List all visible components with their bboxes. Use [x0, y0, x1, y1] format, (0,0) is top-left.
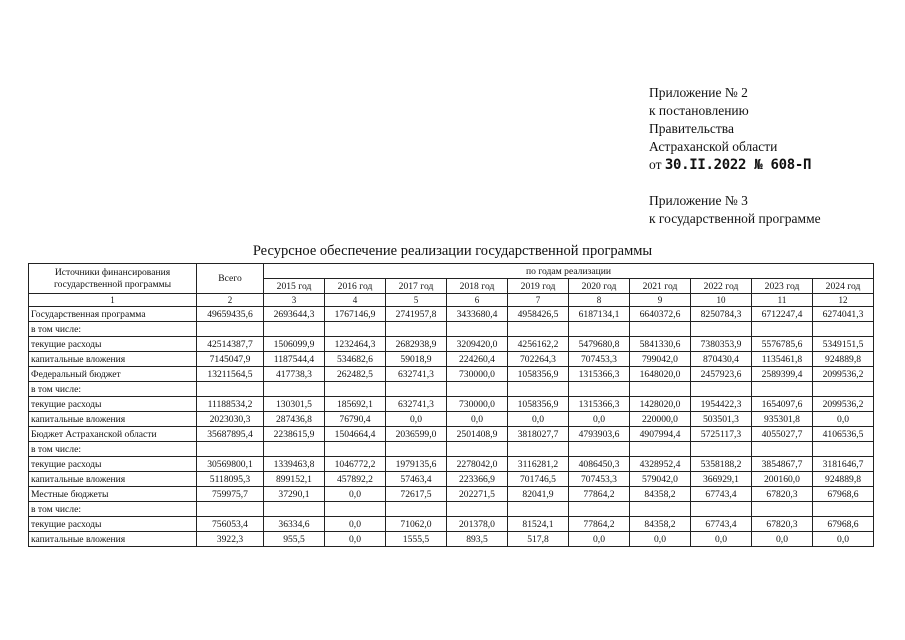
empty-cell: [264, 382, 325, 397]
empty-cell: [752, 382, 813, 397]
header-year: 2019 год: [508, 279, 569, 294]
table-row: [29, 322, 874, 337]
value-cell: 1504664,4: [325, 427, 386, 442]
value-cell: 457892,2: [325, 472, 386, 487]
row-label: текущие расходы: [29, 397, 197, 412]
value-cell: 5725117,3: [691, 427, 752, 442]
value-cell: 77864,2: [569, 517, 630, 532]
value-cell: 0,0: [569, 532, 630, 547]
row-label: Государственная программа: [29, 307, 197, 322]
value-cell: 36334,6: [264, 517, 325, 532]
value-cell: 870430,4: [691, 352, 752, 367]
value-cell: 49659435,6: [197, 307, 264, 322]
value-cell: 3854867,7: [752, 457, 813, 472]
value-cell: 1428020,0: [630, 397, 691, 412]
value-cell: 756053,4: [197, 517, 264, 532]
value-cell: 223366,9: [447, 472, 508, 487]
empty-cell: [197, 322, 264, 337]
column-number: 4: [325, 294, 386, 307]
header-year: 2015 год: [264, 279, 325, 294]
row-label: в том числе:: [29, 442, 197, 457]
empty-cell: [630, 502, 691, 517]
table-body: [29, 307, 874, 547]
column-number: 6: [447, 294, 508, 307]
value-cell: 1979135,6: [386, 457, 447, 472]
header-year: 2017 год: [386, 279, 447, 294]
value-cell: 534682,6: [325, 352, 386, 367]
value-cell: 2693644,3: [264, 307, 325, 322]
empty-cell: [386, 322, 447, 337]
value-cell: 6274041,3: [813, 307, 874, 322]
header-year: 2024 год: [813, 279, 874, 294]
value-cell: 224260,4: [447, 352, 508, 367]
empty-cell: [691, 442, 752, 457]
empty-cell: [447, 502, 508, 517]
row-label: Местные бюджеты: [29, 487, 197, 502]
table-head: [29, 264, 874, 307]
table-row: [29, 382, 874, 397]
value-cell: 1654097,6: [752, 397, 813, 412]
value-cell: 1232464,3: [325, 337, 386, 352]
value-cell: 201378,0: [447, 517, 508, 532]
empty-cell: [813, 382, 874, 397]
value-cell: 759975,7: [197, 487, 264, 502]
value-cell: 76790,4: [325, 412, 386, 427]
value-cell: 955,5: [264, 532, 325, 547]
column-number: 10: [691, 294, 752, 307]
value-cell: 13211564,5: [197, 367, 264, 382]
empty-cell: [386, 502, 447, 517]
appendix-line: Приложение № 2: [649, 85, 748, 100]
value-cell: 899152,1: [264, 472, 325, 487]
table-row: [29, 397, 874, 412]
value-cell: 701746,5: [508, 472, 569, 487]
date-stamp: 30.II.2022 № 608-П: [664, 157, 812, 173]
empty-cell: [691, 322, 752, 337]
empty-cell: [813, 442, 874, 457]
table-row: [29, 457, 874, 472]
value-cell: 1135461,8: [752, 352, 813, 367]
resource-table: [28, 263, 874, 547]
value-cell: 59018,9: [386, 352, 447, 367]
appendix-date-line: [649, 156, 899, 174]
empty-cell: [569, 502, 630, 517]
table-row: [29, 517, 874, 532]
appendix-block: [649, 84, 899, 228]
column-number: 7: [508, 294, 569, 307]
value-cell: 2278042,0: [447, 457, 508, 472]
value-cell: 3433680,4: [447, 307, 508, 322]
table-row: [29, 367, 874, 382]
appendix-line: к постановлению: [649, 103, 749, 118]
value-cell: 1187544,4: [264, 352, 325, 367]
row-label: капитальные вложения: [29, 352, 197, 367]
column-number-row: [29, 294, 874, 307]
table-row: [29, 337, 874, 352]
empty-cell: [447, 442, 508, 457]
value-cell: 67743,4: [691, 487, 752, 502]
value-cell: 67743,4: [691, 517, 752, 532]
empty-cell: [325, 382, 386, 397]
value-cell: 2501408,9: [447, 427, 508, 442]
value-cell: 2238615,9: [264, 427, 325, 442]
row-label: текущие расходы: [29, 337, 197, 352]
row-label: Федеральный бюджет: [29, 367, 197, 382]
value-cell: 6712247,4: [752, 307, 813, 322]
column-number: 12: [813, 294, 874, 307]
empty-cell: [325, 322, 386, 337]
header-year: 2016 год: [325, 279, 386, 294]
value-cell: 503501,3: [691, 412, 752, 427]
value-cell: 1506099,9: [264, 337, 325, 352]
value-cell: 1555,5: [386, 532, 447, 547]
value-cell: 935301,8: [752, 412, 813, 427]
empty-cell: [569, 382, 630, 397]
value-cell: 6640372,6: [630, 307, 691, 322]
empty-cell: [508, 322, 569, 337]
value-cell: 4793903,6: [569, 427, 630, 442]
table-row: [29, 307, 874, 322]
empty-cell: [386, 442, 447, 457]
value-cell: 730000,0: [447, 367, 508, 382]
value-cell: 4256162,2: [508, 337, 569, 352]
empty-cell: [569, 322, 630, 337]
spacer: [649, 174, 899, 192]
empty-cell: [630, 382, 691, 397]
column-number: 2: [197, 294, 264, 307]
header-year: 2021 год: [630, 279, 691, 294]
value-cell: 0,0: [447, 412, 508, 427]
appendix-line: Приложение № 3: [649, 193, 748, 208]
value-cell: 2682938,9: [386, 337, 447, 352]
value-cell: 2099536,2: [813, 397, 874, 412]
empty-cell: [264, 322, 325, 337]
value-cell: 130301,5: [264, 397, 325, 412]
value-cell: 4328952,4: [630, 457, 691, 472]
value-cell: 4106536,5: [813, 427, 874, 442]
header-year: 2022 год: [691, 279, 752, 294]
table-row: [29, 427, 874, 442]
value-cell: 1046772,2: [325, 457, 386, 472]
column-number: 1: [29, 294, 197, 307]
header-row: [29, 264, 874, 279]
empty-cell: [813, 502, 874, 517]
value-cell: 72617,5: [386, 487, 447, 502]
value-cell: 893,5: [447, 532, 508, 547]
value-cell: 0,0: [569, 412, 630, 427]
value-cell: 0,0: [325, 517, 386, 532]
value-cell: 0,0: [691, 532, 752, 547]
empty-cell: [691, 382, 752, 397]
value-cell: 2741957,8: [386, 307, 447, 322]
value-cell: 67820,3: [752, 517, 813, 532]
value-cell: 3209420,0: [447, 337, 508, 352]
value-cell: 82041,9: [508, 487, 569, 502]
value-cell: 7145047,9: [197, 352, 264, 367]
table-row: [29, 442, 874, 457]
empty-cell: [325, 442, 386, 457]
date-prefix: от: [649, 157, 662, 172]
value-cell: 4958426,5: [508, 307, 569, 322]
empty-cell: [264, 502, 325, 517]
column-number: 3: [264, 294, 325, 307]
value-cell: 4086450,3: [569, 457, 630, 472]
appendix-line: Правительства: [649, 121, 734, 136]
empty-cell: [386, 382, 447, 397]
value-cell: 67968,6: [813, 487, 874, 502]
empty-cell: [752, 442, 813, 457]
value-cell: 2457923,6: [691, 367, 752, 382]
value-cell: 0,0: [325, 487, 386, 502]
table-row: [29, 502, 874, 517]
value-cell: 0,0: [630, 532, 691, 547]
empty-cell: [630, 322, 691, 337]
value-cell: 262482,5: [325, 367, 386, 382]
appendix-line: Астраханской области: [649, 139, 778, 154]
value-cell: 3116281,2: [508, 457, 569, 472]
value-cell: 3922,3: [197, 532, 264, 547]
table-row: [29, 412, 874, 427]
value-cell: 1954422,3: [691, 397, 752, 412]
value-cell: 924889,8: [813, 472, 874, 487]
table-row: [29, 352, 874, 367]
empty-cell: [447, 382, 508, 397]
empty-cell: [508, 382, 569, 397]
row-label: капитальные вложения: [29, 532, 197, 547]
empty-cell: [752, 502, 813, 517]
header-years-group: по годам реализации: [264, 264, 874, 279]
value-cell: 84358,2: [630, 487, 691, 502]
value-cell: 579042,0: [630, 472, 691, 487]
value-cell: 84358,2: [630, 517, 691, 532]
value-cell: 2023030,3: [197, 412, 264, 427]
table-row: [29, 472, 874, 487]
empty-cell: [197, 502, 264, 517]
value-cell: 2036599,0: [386, 427, 447, 442]
empty-cell: [197, 382, 264, 397]
row-label: капитальные вложения: [29, 472, 197, 487]
value-cell: 1315366,3: [569, 397, 630, 412]
value-cell: 287436,8: [264, 412, 325, 427]
value-cell: 42514387,7: [197, 337, 264, 352]
value-cell: 0,0: [813, 532, 874, 547]
value-cell: 3181646,7: [813, 457, 874, 472]
value-cell: 632741,3: [386, 367, 447, 382]
value-cell: 8250784,3: [691, 307, 752, 322]
value-cell: 1058356,9: [508, 367, 569, 382]
empty-cell: [508, 502, 569, 517]
value-cell: 5358188,2: [691, 457, 752, 472]
value-cell: 3818027,7: [508, 427, 569, 442]
value-cell: 5576785,6: [752, 337, 813, 352]
row-label: капитальные вложения: [29, 412, 197, 427]
value-cell: 0,0: [386, 412, 447, 427]
table-row: [29, 532, 874, 547]
value-cell: 57463,4: [386, 472, 447, 487]
value-cell: 2589399,4: [752, 367, 813, 382]
value-cell: 707453,3: [569, 472, 630, 487]
header-year: 2023 год: [752, 279, 813, 294]
value-cell: 200160,0: [752, 472, 813, 487]
row-label: Бюджет Астраханской области: [29, 427, 197, 442]
value-cell: 0,0: [813, 412, 874, 427]
column-number: 8: [569, 294, 630, 307]
header-total: Всего: [197, 264, 264, 294]
value-cell: 0,0: [508, 412, 569, 427]
value-cell: 11188534,2: [197, 397, 264, 412]
empty-cell: [569, 442, 630, 457]
value-cell: 1315366,3: [569, 367, 630, 382]
value-cell: 7380353,9: [691, 337, 752, 352]
table-row: [29, 487, 874, 502]
value-cell: 517,8: [508, 532, 569, 547]
empty-cell: [264, 442, 325, 457]
empty-cell: [630, 442, 691, 457]
row-label: в том числе:: [29, 382, 197, 397]
value-cell: 67820,3: [752, 487, 813, 502]
value-cell: 1339463,8: [264, 457, 325, 472]
value-cell: 220000,0: [630, 412, 691, 427]
header-year: 2020 год: [569, 279, 630, 294]
value-cell: 2099536,2: [813, 367, 874, 382]
value-cell: 77864,2: [569, 487, 630, 502]
header-year: 2018 год: [447, 279, 508, 294]
value-cell: 0,0: [325, 532, 386, 547]
row-label: в том числе:: [29, 502, 197, 517]
value-cell: 35687895,4: [197, 427, 264, 442]
empty-cell: [752, 322, 813, 337]
value-cell: 417738,3: [264, 367, 325, 382]
empty-cell: [691, 502, 752, 517]
empty-cell: [197, 442, 264, 457]
value-cell: 4907994,4: [630, 427, 691, 442]
value-cell: 799042,0: [630, 352, 691, 367]
value-cell: 37290,1: [264, 487, 325, 502]
value-cell: 185692,1: [325, 397, 386, 412]
value-cell: 5118095,3: [197, 472, 264, 487]
value-cell: 0,0: [752, 532, 813, 547]
value-cell: 1648020,0: [630, 367, 691, 382]
empty-cell: [508, 442, 569, 457]
value-cell: 202271,5: [447, 487, 508, 502]
empty-cell: [447, 322, 508, 337]
row-label: текущие расходы: [29, 517, 197, 532]
value-cell: 730000,0: [447, 397, 508, 412]
row-label: в том числе:: [29, 322, 197, 337]
row-label: текущие расходы: [29, 457, 197, 472]
value-cell: 924889,8: [813, 352, 874, 367]
value-cell: 707453,3: [569, 352, 630, 367]
value-cell: 1767146,9: [325, 307, 386, 322]
value-cell: 81524,1: [508, 517, 569, 532]
column-number: 9: [630, 294, 691, 307]
empty-cell: [813, 322, 874, 337]
appendix-line: к государственной программе: [649, 211, 821, 226]
value-cell: 5841330,6: [630, 337, 691, 352]
document-title: Ресурсное обеспечение реализации государственной программы: [252, 243, 653, 259]
value-cell: 1058356,9: [508, 397, 569, 412]
value-cell: 4055027,7: [752, 427, 813, 442]
value-cell: 5349151,5: [813, 337, 874, 352]
value-cell: 702264,3: [508, 352, 569, 367]
value-cell: 5479680,8: [569, 337, 630, 352]
column-number: 5: [386, 294, 447, 307]
value-cell: 67968,6: [813, 517, 874, 532]
value-cell: 366929,1: [691, 472, 752, 487]
value-cell: 30569800,1: [197, 457, 264, 472]
empty-cell: [325, 502, 386, 517]
value-cell: 632741,3: [386, 397, 447, 412]
column-number: 11: [752, 294, 813, 307]
value-cell: 6187134,1: [569, 307, 630, 322]
value-cell: 71062,0: [386, 517, 447, 532]
header-source: Источники финансирования государственной программы: [29, 264, 197, 294]
